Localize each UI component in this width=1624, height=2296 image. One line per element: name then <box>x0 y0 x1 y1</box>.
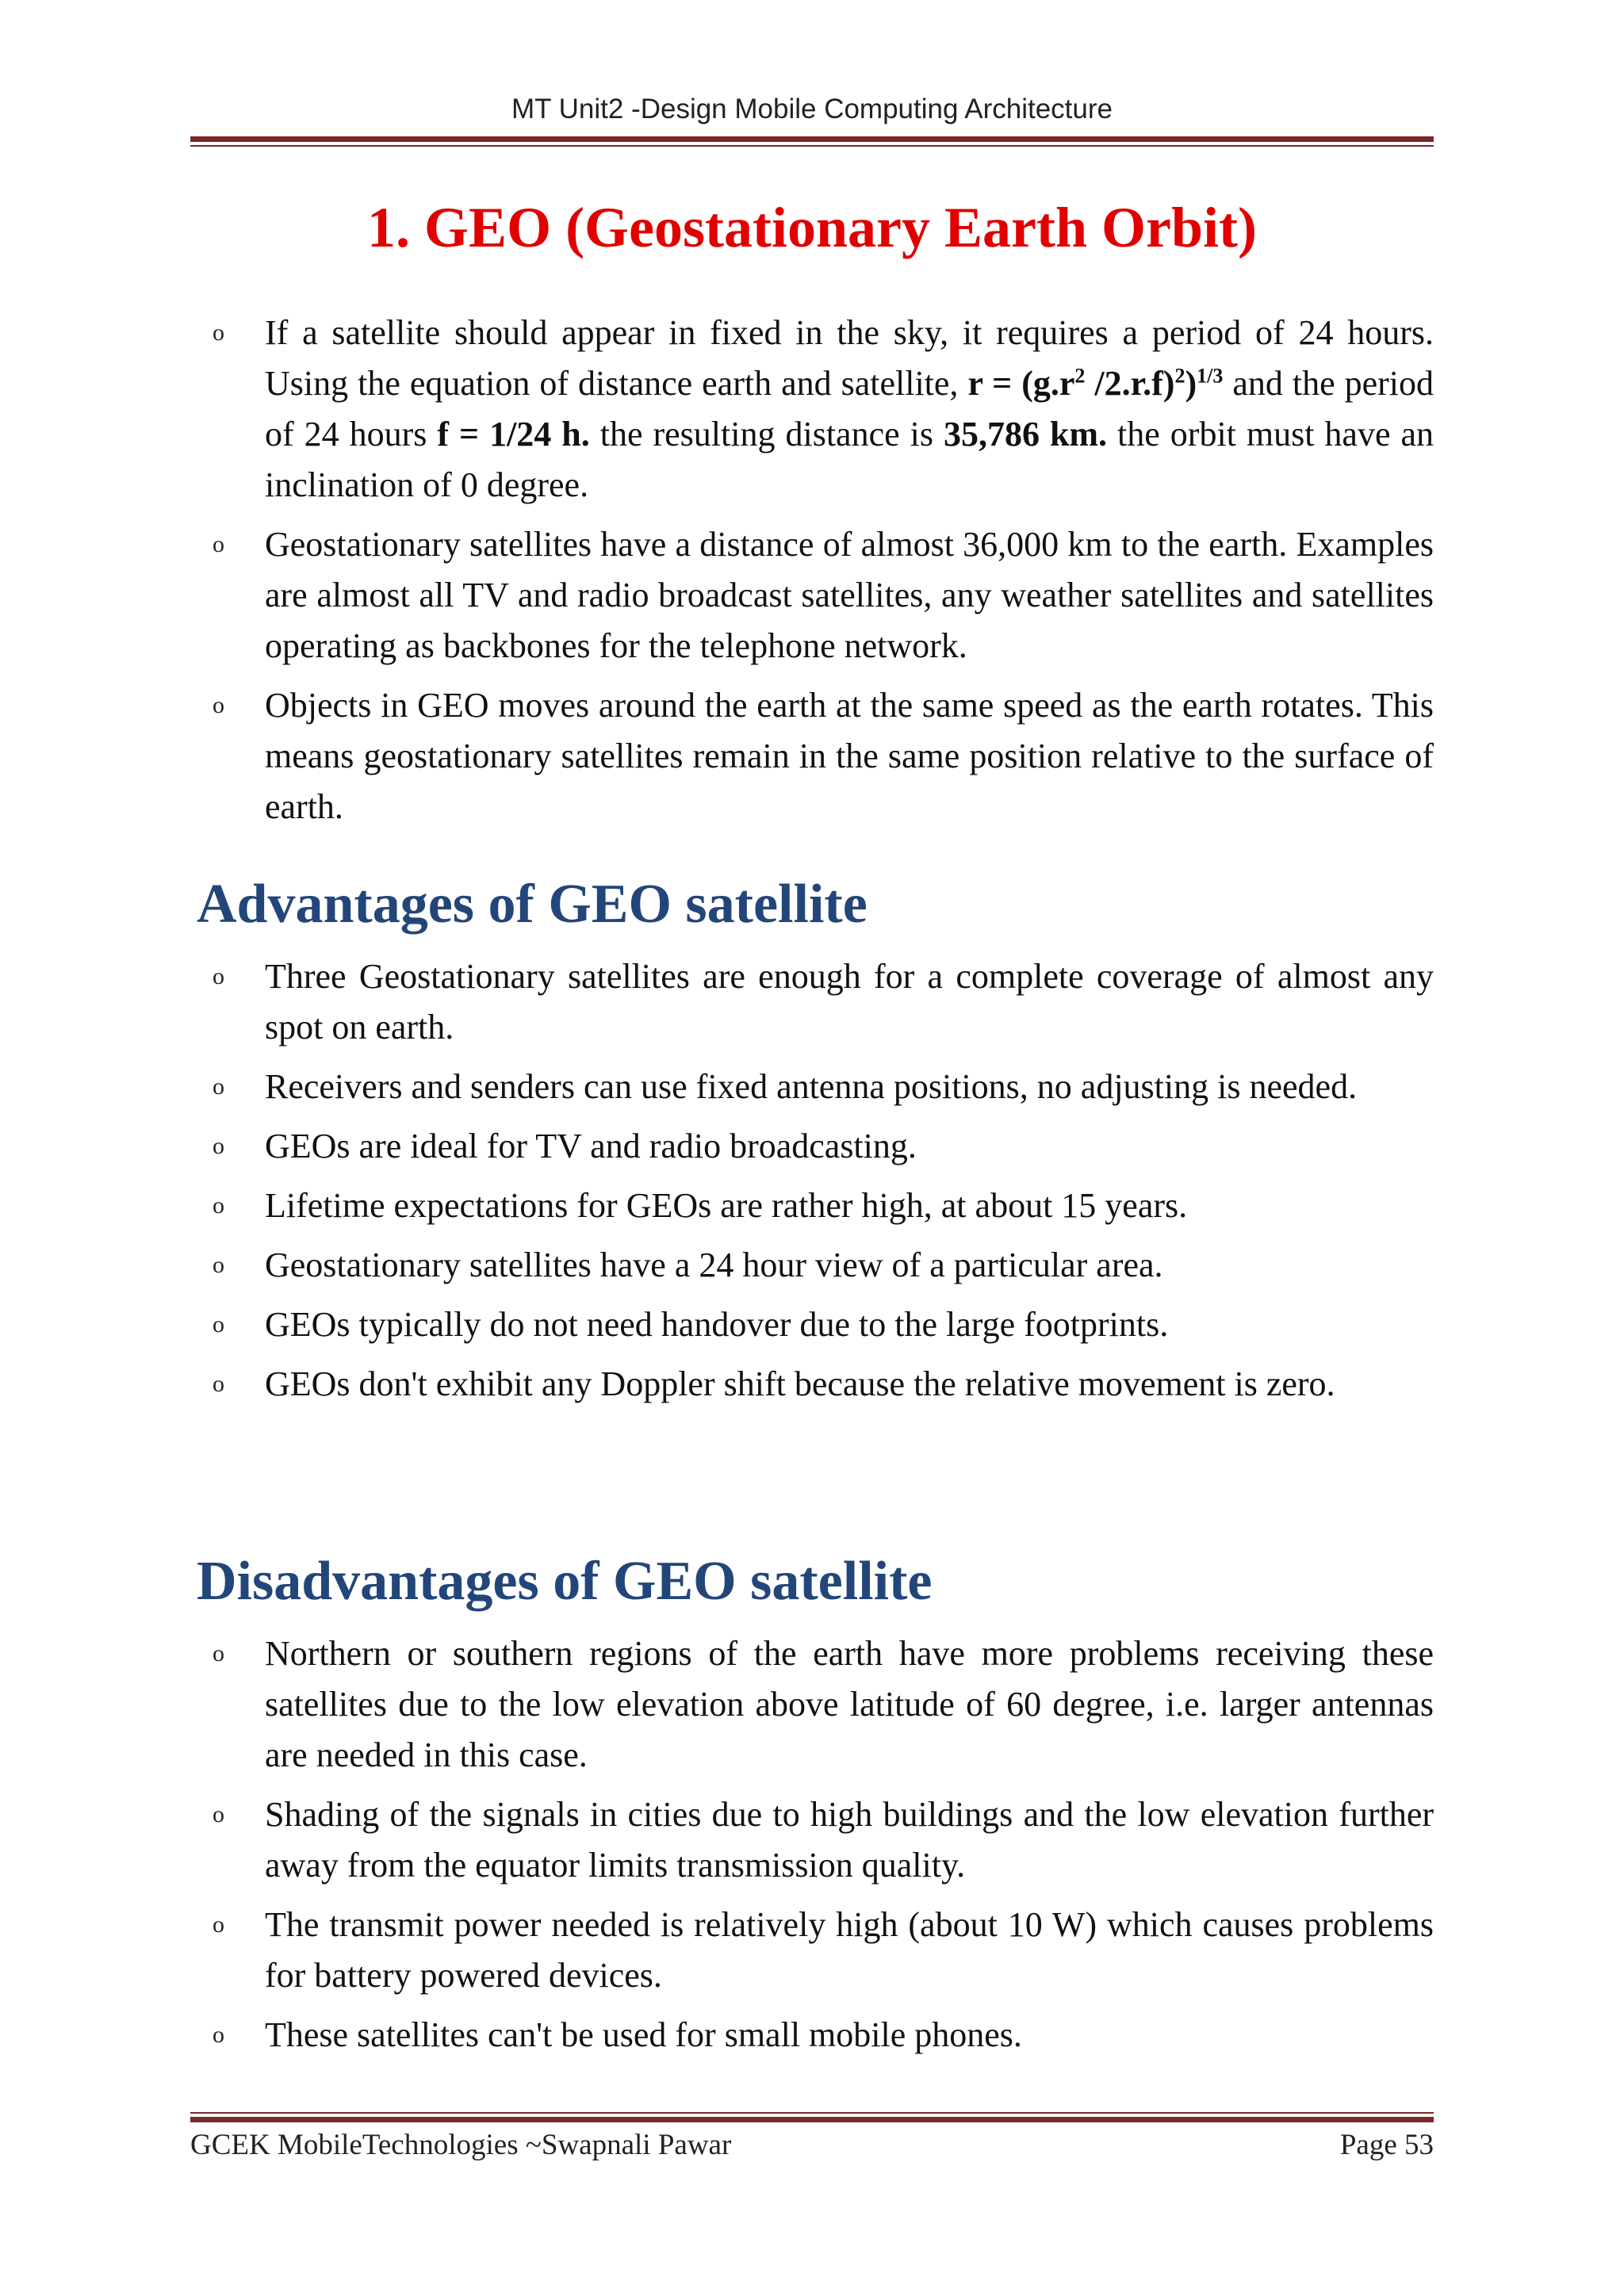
bullet-text: Three Geostationary satellites are enough for a complete coverage of almost any spot on earth. <box>265 957 1434 1047</box>
bullet-marker: o <box>213 1801 224 1827</box>
bullet-text: If a satellite should appear in fixed in the sky, it requires a period of 24 hours. Using the equation of distance earth and satellite, $r = (g.r^2$ /2.r.f)$^2$)$^{1/3}$ and the period of 24 hours f = 1/24 h. the resulting distance is 35,786 km. the orbit must have an inclination of 0 degree. <box>265 313 1434 504</box>
disadvantages-heading: Disadvantages of GEO satellite <box>197 1551 933 1612</box>
list-item <box>190 1299 1434 1350</box>
bullet-text: Objects in GEO moves around the earth at the same speed as the earth rotates. This means geostationary satellites remain in the same position relative to the surface of earth. <box>265 686 1434 826</box>
geo-bullet-list <box>190 308 1434 841</box>
list-item <box>190 2010 1434 2061</box>
bullet-text: Receivers and senders can use fixed antenna positions, no adjusting is needed. <box>265 1067 1358 1106</box>
bullet-marker: o <box>213 1192 224 1219</box>
bullet-marker: o <box>213 320 224 346</box>
bullet-text: GEOs are ideal for TV and radio broadcasting. <box>265 1127 917 1165</box>
bullet-marker: o <box>213 692 224 718</box>
bullet-marker: o <box>213 1133 224 1159</box>
list-item <box>190 1900 1434 2001</box>
bullet-marker: o <box>213 1252 224 1278</box>
main-title: 1. GEO (Geostationary Earth Orbit) <box>367 196 1257 259</box>
list-item <box>190 308 1434 511</box>
running-header: MT Unit2 -Design Mobile Computing Architecture <box>511 94 1113 124</box>
bullet-marker: o <box>213 2022 224 2048</box>
bullet-text: These satellites can't be used for small mobile phones. <box>265 2015 1022 2054</box>
list-item <box>190 1181 1434 1231</box>
list-item <box>190 1359 1434 1410</box>
footer-rule-thick <box>190 2117 1434 2122</box>
list-item <box>190 680 1434 832</box>
header-rule-thin <box>190 145 1434 147</box>
bullet-marker: o <box>213 963 224 989</box>
advantages-heading: Advantages of GEO satellite <box>197 874 868 935</box>
footer-author: GCEK MobileTechnologies ~Swapnali Pawar <box>190 2129 732 2161</box>
header-rule-thick <box>190 136 1434 142</box>
list-item <box>190 1628 1434 1781</box>
list-item <box>190 1240 1434 1291</box>
bullet-text: Geostationary satellites have a distance of almost 36,000 km to the earth. Examples are almost all TV and radio broadcast satellites, any weather satellites and satellites operating as backbones for the telephone network. <box>265 525 1434 665</box>
page-number: Page 53 <box>1339 2129 1434 2161</box>
bullet-text: The transmit power needed is relatively high (about 10 W) which causes problems for battery powered devices. <box>265 1905 1434 1995</box>
bullet-marker: o <box>213 1640 224 1667</box>
bullet-marker: o <box>213 1371 224 1397</box>
disadvantages-list <box>190 1628 1434 2069</box>
list-item <box>190 1121 1434 1172</box>
bullet-text: GEOs don't exhibit any Doppler shift because the relative movement is zero. <box>265 1364 1335 1403</box>
bullet-text: Geostationary satellites have a 24 hour view of a particular area. <box>265 1246 1163 1284</box>
list-item <box>190 519 1434 672</box>
footer-rule-thin <box>190 2112 1434 2114</box>
bullet-marker: o <box>213 1911 224 1938</box>
bullet-marker: o <box>213 531 224 557</box>
bullet-text: Lifetime expectations for GEOs are rather high, at about 15 years. <box>265 1186 1188 1225</box>
list-item <box>190 1062 1434 1112</box>
list-item <box>190 1789 1434 1891</box>
bullet-marker: o <box>213 1073 224 1100</box>
list-item <box>190 951 1434 1053</box>
bullet-text: Shading of the signals in cities due to high buildings and the low elevation further away from the equator limits transmission quality. <box>265 1795 1434 1885</box>
advantages-list <box>190 951 1434 1418</box>
bullet-text: GEOs typically do not need handover due to the large footprints. <box>265 1305 1169 1344</box>
bullet-marker: o <box>213 1311 224 1337</box>
bullet-text: Northern or southern regions of the earth have more problems receiving these satellites due to the low elevation above latitude of 60 degree, i.e. larger antennas are needed in this case. <box>265 1634 1434 1774</box>
